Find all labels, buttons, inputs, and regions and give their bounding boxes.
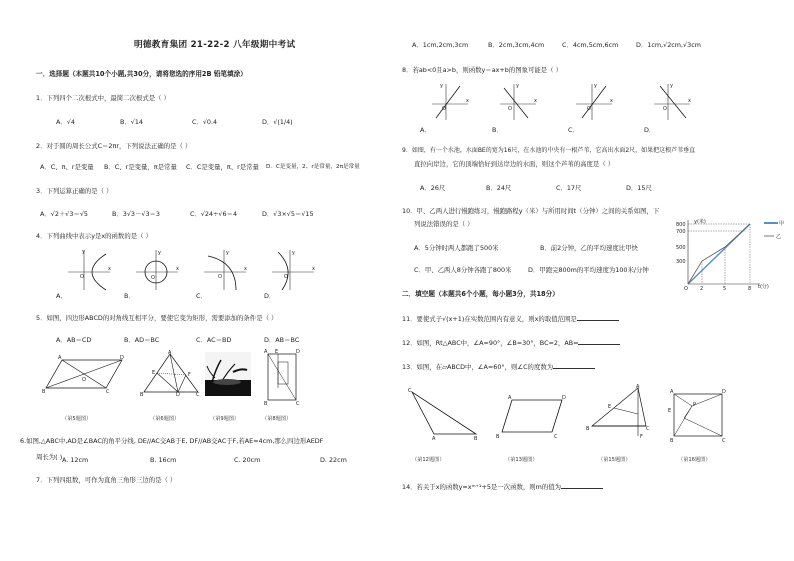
legend-jia: 甲 xyxy=(779,221,785,227)
svg-text:D: D xyxy=(176,392,180,396)
q3-option-c: C．√24÷√6＝4 xyxy=(190,210,238,218)
q8-option-a: A． xyxy=(420,126,431,134)
q9-option-d: D．15尺 xyxy=(626,184,652,192)
svg-text:x: x xyxy=(688,98,691,104)
q1-option-b: B．√14 xyxy=(120,118,143,126)
q11-text xyxy=(402,314,619,323)
q8-graph-c xyxy=(574,82,614,122)
q6-option-d: D. 22cm xyxy=(320,456,347,464)
caption-fig15: （第15题图） xyxy=(598,457,631,463)
svg-text:D: D xyxy=(120,355,124,361)
svg-text:C: C xyxy=(196,392,200,396)
graph-ytick-800: 800 xyxy=(676,222,686,228)
q4-option-d: D． xyxy=(264,292,276,300)
svg-text:A: A xyxy=(168,350,172,356)
fig-q12-right-triangle xyxy=(404,384,480,440)
q6-option-c: C. 20cm xyxy=(234,456,261,464)
q4-option-b: B． xyxy=(124,292,135,300)
q6-option-a: A. 12cm xyxy=(62,456,89,464)
svg-text:A: A xyxy=(670,389,674,395)
q3-option-d: D．√3×√5＝√15 xyxy=(262,210,314,218)
svg-text:O: O xyxy=(663,106,667,112)
q13-answer-blank[interactable] xyxy=(553,362,595,369)
q12-stem: 12．如图，Rt△ABC中，∠A=90°，∠B=30°，BC=2，AB= xyxy=(402,339,579,347)
svg-text:O: O xyxy=(508,106,512,112)
graph-ytick-300: 300 xyxy=(676,259,686,265)
q5-option-d: D．AB＝BC xyxy=(264,336,300,344)
q7-option-b: B．2cm,3cm,4cm xyxy=(488,41,545,49)
caption-fig16: （第16题图） xyxy=(678,457,711,463)
svg-text:A: A xyxy=(432,436,436,440)
q8-graph-a xyxy=(430,82,470,122)
q10-distance-time-graph xyxy=(676,216,786,292)
q8-graph-d xyxy=(652,82,692,122)
q9-option-a: A．26尺 xyxy=(420,184,446,192)
svg-text:y: y xyxy=(226,250,229,256)
svg-text:F: F xyxy=(188,372,191,378)
svg-text:x: x xyxy=(466,98,469,104)
q10-option-b: B．前2分钟，乙的平均速度比甲快 xyxy=(540,244,638,252)
caption-fig6: （第6题图） xyxy=(150,416,180,422)
q5-stem: 5．如图，四边形ABCD的对角线互相平分，要使它变为矩形，需要添加的条件是（ ） xyxy=(36,314,278,322)
fig-q8-rectangle xyxy=(262,348,302,406)
q1-option-a: A．√4 xyxy=(56,118,75,126)
q8-option-d: D． xyxy=(644,126,656,134)
q5-option-b: B．AD＝BC xyxy=(124,336,160,344)
graph-xtick-2: 2 xyxy=(700,286,704,292)
svg-text:O: O xyxy=(80,274,84,280)
fig-q13-parallelogram xyxy=(494,392,570,440)
svg-text:D: D xyxy=(562,395,566,401)
svg-text:y: y xyxy=(158,250,161,256)
svg-text:O: O xyxy=(82,377,86,383)
q9-option-b: B．24尺 xyxy=(486,184,512,192)
svg-text:x: x xyxy=(534,98,537,104)
svg-text:B: B xyxy=(140,392,144,396)
q11-answer-blank[interactable] xyxy=(577,314,619,321)
svg-text:O: O xyxy=(151,275,155,281)
q5-option-c: C．AC＝BD xyxy=(196,336,232,344)
section1-heading: 一．选择题（本题共10个小题,共30分，请将您选的序用2B 铅笔填涂） xyxy=(36,70,247,78)
q11-stem: 11．要使式子√(x+1)在实数范围内有意义，则x的取值范围是 xyxy=(402,315,577,323)
q6-stem: 6.如图,△ABC中,AD是∠BAC的角平分线, DE//AC交AB于E, DF//AB交AC于F,若AE=4cm,那么四边形AEDF xyxy=(20,437,324,445)
caption-fig12: （第12题图） xyxy=(412,457,445,463)
svg-text:C: C xyxy=(106,389,110,394)
graph-ytick-700: 700 xyxy=(676,229,686,235)
svg-text:A: A xyxy=(264,349,268,355)
q14-answer-blank[interactable] xyxy=(561,482,603,489)
fig-q9-reed-image xyxy=(205,352,251,396)
q4-option-c: C． xyxy=(196,292,207,300)
svg-text:y: y xyxy=(292,250,295,256)
svg-text:O: O xyxy=(218,274,222,280)
q6-stem-cont: 周长为( ) xyxy=(36,453,63,461)
svg-text:C: C xyxy=(408,388,412,394)
svg-text:A: A xyxy=(508,395,512,401)
svg-text:A: A xyxy=(636,384,640,390)
svg-text:E: E xyxy=(152,370,156,376)
q8-stem: 8．若ab<0且a>b，则函数y＝ax+b的图象可能是（ ） xyxy=(402,66,562,74)
q2-option-b: B．C、r是变量，π是常量 xyxy=(104,163,177,171)
q9-stem-cont: 直拉向岸边，它的顶端恰好到达岸边的水面，则这个芦苇的高度是（ ） xyxy=(414,160,615,168)
q10-option-c: C．甲、乙两人8分钟各跑了800米 xyxy=(414,266,512,274)
svg-text:C: C xyxy=(296,401,300,406)
q10-option-d: D．甲跑完800m的平均速度为100米/分钟 xyxy=(528,266,649,274)
graph-ytick-500: 500 xyxy=(676,245,686,251)
q3-option-a: A．√2＋√3＝√5 xyxy=(40,210,88,218)
caption-fig8: （第8题图） xyxy=(262,416,292,422)
q3-stem: 3．下列运算正确的是（ ） xyxy=(36,187,113,195)
svg-text:D: D xyxy=(722,389,726,395)
svg-text:B: B xyxy=(474,436,478,440)
svg-text:O: O xyxy=(284,274,288,280)
svg-text:F: F xyxy=(640,434,643,440)
q12-text xyxy=(402,338,620,347)
graph-xlabel: t(分) xyxy=(758,284,769,290)
graph-origin: O xyxy=(684,286,688,292)
svg-text:x: x xyxy=(312,266,315,272)
svg-text:x: x xyxy=(610,98,613,104)
q4-graph-b xyxy=(134,248,180,292)
q8-option-c: C． xyxy=(568,126,579,134)
q2-option-d: D．C是变量，2、r是常量，2π是常量 xyxy=(266,164,360,170)
q4-stem: 4．下列曲线中表示y是x的函数的是（ ） xyxy=(36,232,152,240)
q4-graph-d xyxy=(270,248,316,292)
svg-text:E: E xyxy=(275,349,279,355)
fig-q16-square xyxy=(668,384,728,444)
q2-option-a: A．C、π、r是变量 xyxy=(40,163,94,171)
svg-text:O: O xyxy=(587,106,591,112)
svg-text:E: E xyxy=(668,408,672,414)
q9-stem: 9．如图，有一个水池，水面BE的宽为16尺，在水池的中央有一根芦苇，它高出水面2尺，如果把这根芦苇垂直 xyxy=(402,147,696,154)
fig-q5-parallelogram xyxy=(40,354,126,394)
q7-option-c: C．4cm,5cm,6cm xyxy=(562,41,619,49)
q10-stem-cont: 列说法错误的是（ ） xyxy=(414,220,474,228)
graph-ylabel: y(米) xyxy=(694,219,706,225)
q12-answer-blank[interactable] xyxy=(578,338,620,345)
q1-option-c: C．√0.4 xyxy=(192,118,218,126)
q4-graph-c xyxy=(202,248,248,292)
legend-yi: 乙 xyxy=(776,234,782,240)
svg-text:C: C xyxy=(646,426,650,432)
svg-text:B: B xyxy=(42,389,46,394)
q8-option-b: B． xyxy=(492,126,503,134)
q1-option-d: D．√(1/4) xyxy=(262,118,293,126)
fig-q6-triangle xyxy=(140,350,202,396)
exam-title: 明德教育集团 21-22-2 八年级期中考试 xyxy=(134,40,296,50)
fig-q15-triangle xyxy=(586,384,652,440)
section2-heading: 二．填空题（本题共6个小题，每小题3分，共18分） xyxy=(402,290,559,298)
q13-stem: 13．如图，在▱ABCD中，∠A=60°，则∠C的度数为 xyxy=(402,363,554,371)
graph-xtick-5: 5 xyxy=(723,286,727,292)
q7-option-d: D．1cm,√2cm,√3cm xyxy=(636,41,701,49)
q6-option-b: B. 16cm xyxy=(150,456,177,464)
svg-text:A: A xyxy=(58,355,62,361)
caption-fig5: （第5题图） xyxy=(62,416,92,422)
q7-stem: 7．下列四组数，可作为直角三角形三边的是（ ） xyxy=(36,476,177,484)
q5-option-a: A．AB＝CD xyxy=(56,336,92,344)
q1-stem: 1．下列四个二次根式中，最简二次根式是（ ） xyxy=(36,94,170,102)
svg-text:B: B xyxy=(496,434,500,440)
q10-option-a: A．5分钟时两人都跑了500米 xyxy=(414,244,499,252)
svg-text:x: x xyxy=(108,266,111,272)
q10-stem: 10．甲、乙两人进行慢跑练习，慢跑路程y（米）与所用时间t（分钟）之间的关系如图，下 xyxy=(402,207,660,215)
caption-fig9: （第9题图） xyxy=(210,416,240,422)
q7-option-a: A．1cm,2cm,3cm xyxy=(412,41,469,49)
svg-text:O: O xyxy=(442,106,446,112)
svg-text:y: y xyxy=(82,249,85,255)
q4-graph-a xyxy=(66,248,112,292)
q2-stem: 2．对于圆的周长公式C＝2πr，下列说法正确的是（ ） xyxy=(36,142,192,150)
q4-option-a: A． xyxy=(56,292,67,300)
q2-option-c: C．C是变量，π、r是常量 xyxy=(186,163,259,171)
q8-graph-b xyxy=(498,82,538,122)
svg-text:D: D xyxy=(296,349,300,355)
svg-text:x: x xyxy=(176,266,179,272)
svg-text:B: B xyxy=(586,426,590,432)
svg-text:B: B xyxy=(264,401,268,406)
svg-text:y: y xyxy=(594,83,597,89)
svg-text:E: E xyxy=(608,404,612,410)
q14-stem: 14．若关于x的函数y=xᵐ⁺¹+5是一次函数，则m的值为 xyxy=(402,483,562,491)
q9-option-c: C．17尺 xyxy=(556,184,582,192)
svg-text:C: C xyxy=(554,434,558,440)
svg-text:y: y xyxy=(670,83,673,89)
svg-text:P: P xyxy=(693,402,697,408)
caption-fig13: （第13题图） xyxy=(505,457,538,463)
q3-option-b: B．3√3－√3＝3 xyxy=(112,210,160,218)
svg-text:y: y xyxy=(440,83,443,89)
q14-text xyxy=(402,482,603,491)
svg-text:C: C xyxy=(722,438,726,444)
svg-text:x: x xyxy=(244,266,247,272)
svg-text:y: y xyxy=(516,83,519,89)
graph-xtick-8: 8 xyxy=(748,286,752,292)
q13-text xyxy=(402,362,595,371)
svg-text:B: B xyxy=(670,438,674,444)
